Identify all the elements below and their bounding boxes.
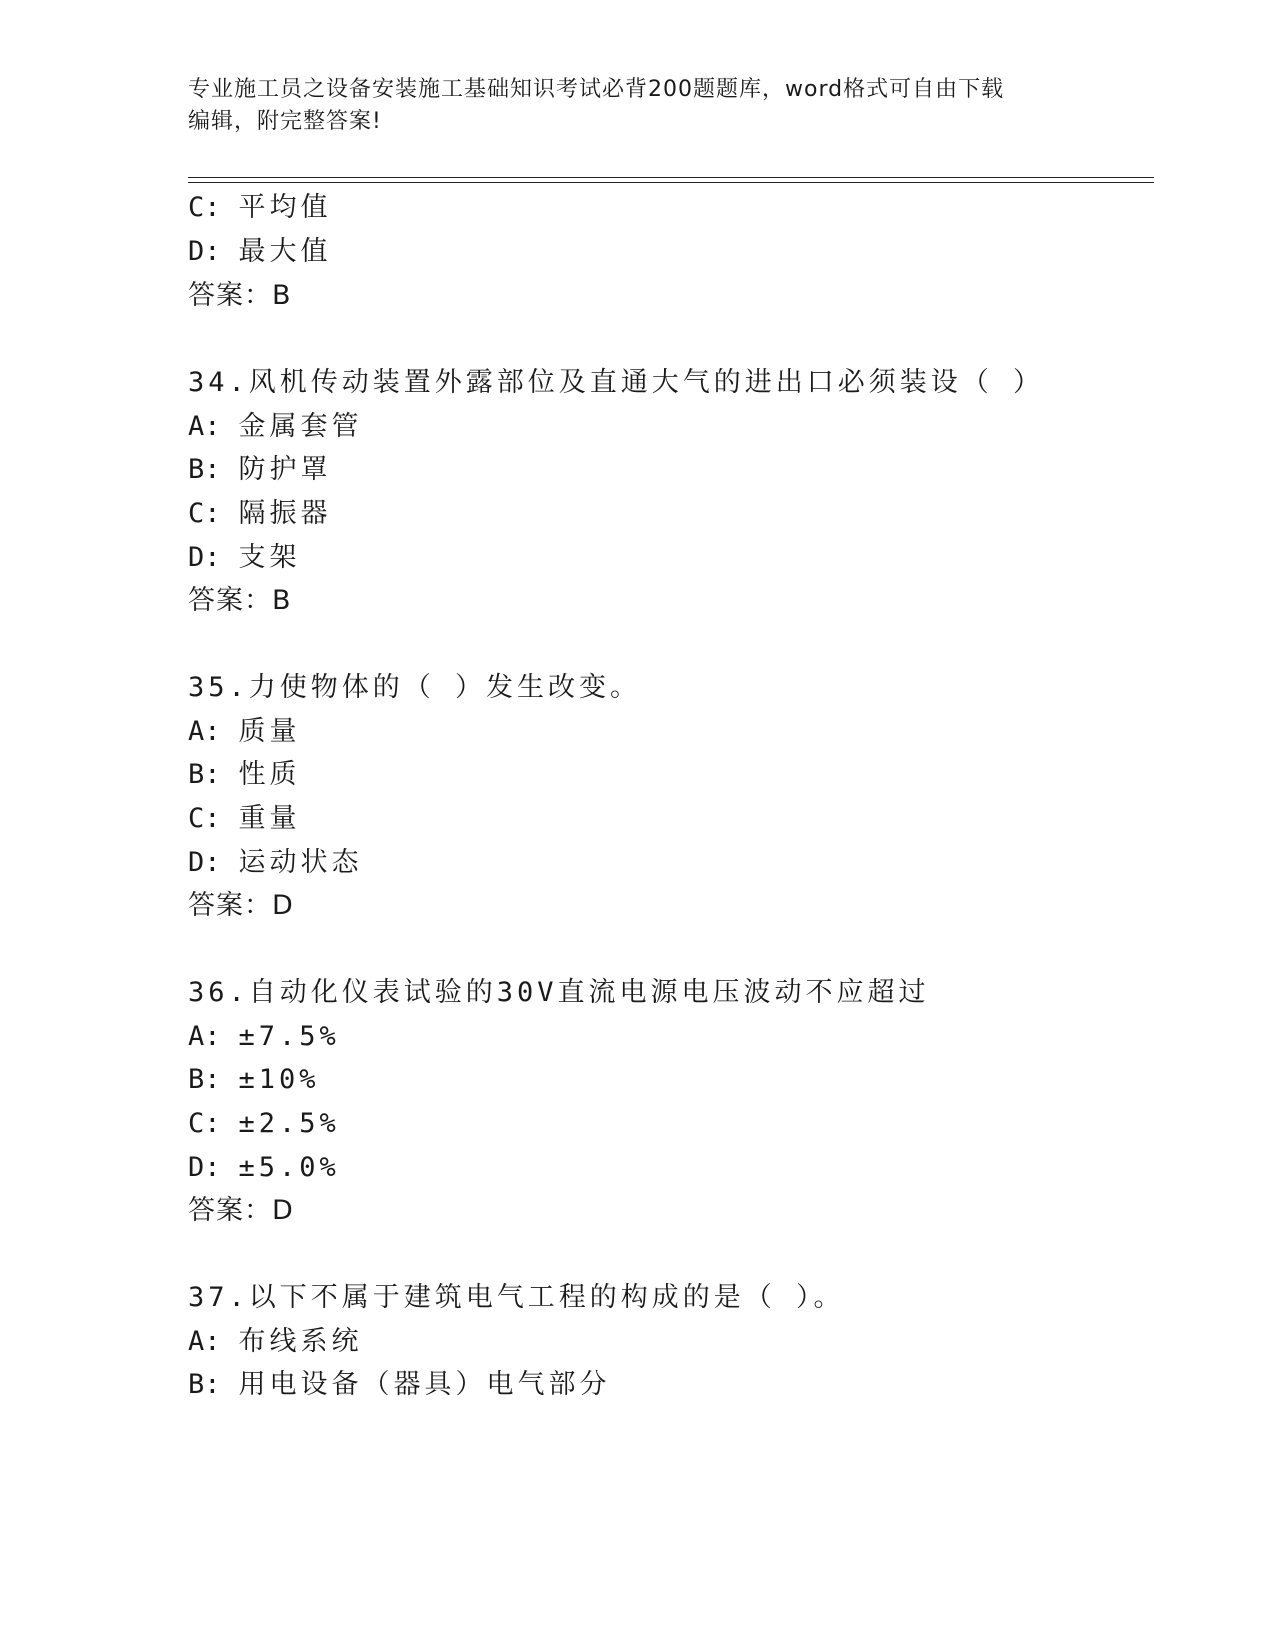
document-header	[188, 74, 1088, 138]
q37-option-a: A: 布线系统	[188, 1326, 363, 1357]
q36-option-d: D: ±5.0%	[188, 1152, 340, 1183]
q37-option-b: B: 用电设备（器具）电气部分	[188, 1369, 611, 1400]
q34-answer: 答案：B	[188, 585, 292, 616]
q34-option-b: B: 防护罩	[188, 454, 332, 485]
q33-option-c: C: 平均值	[188, 192, 332, 223]
header-title-line2: 编辑，附完整答案!	[188, 109, 382, 134]
q34-option-a: A: 金属套管	[188, 411, 363, 442]
q34-option-c: C: 隔振器	[188, 498, 332, 529]
q35-option-a: A: 质量	[188, 716, 301, 747]
header-divider-bottom	[188, 182, 1154, 183]
q35-option-c: C: 重量	[188, 803, 301, 834]
q36-option-b: B: ±10%	[188, 1064, 320, 1095]
q37-question: 37.以下不属于建筑电气工程的构成的是（ ）。	[188, 1282, 845, 1313]
q34-option-d: D: 支架	[188, 542, 301, 573]
q36-question: 36.自动化仪表试验的30V直流电源电压波动不应超过	[188, 977, 930, 1008]
q35-question: 35.力使物体的（ ）发生改变。	[188, 672, 642, 703]
header-divider-top	[188, 177, 1154, 178]
header-title-line1: 专业施工员之设备安装施工基础知识考试必背200题题库，word格式可自由下载	[188, 77, 1005, 102]
q36-option-a: A: ±7.5%	[188, 1021, 340, 1052]
q35-option-d: D: 运动状态	[188, 847, 363, 878]
q33-answer: 答案：B	[188, 280, 292, 311]
q34-question: 34.风机传动装置外露部位及直通大气的进出口必须装设（ ）	[188, 367, 1045, 398]
q35-option-b: B: 性质	[188, 759, 301, 790]
q36-option-c: C: ±2.5%	[188, 1108, 340, 1139]
q33-option-d: D: 最大值	[188, 236, 332, 267]
q36-answer: 答案：D	[188, 1195, 294, 1226]
q35-answer: 答案：D	[188, 890, 294, 921]
